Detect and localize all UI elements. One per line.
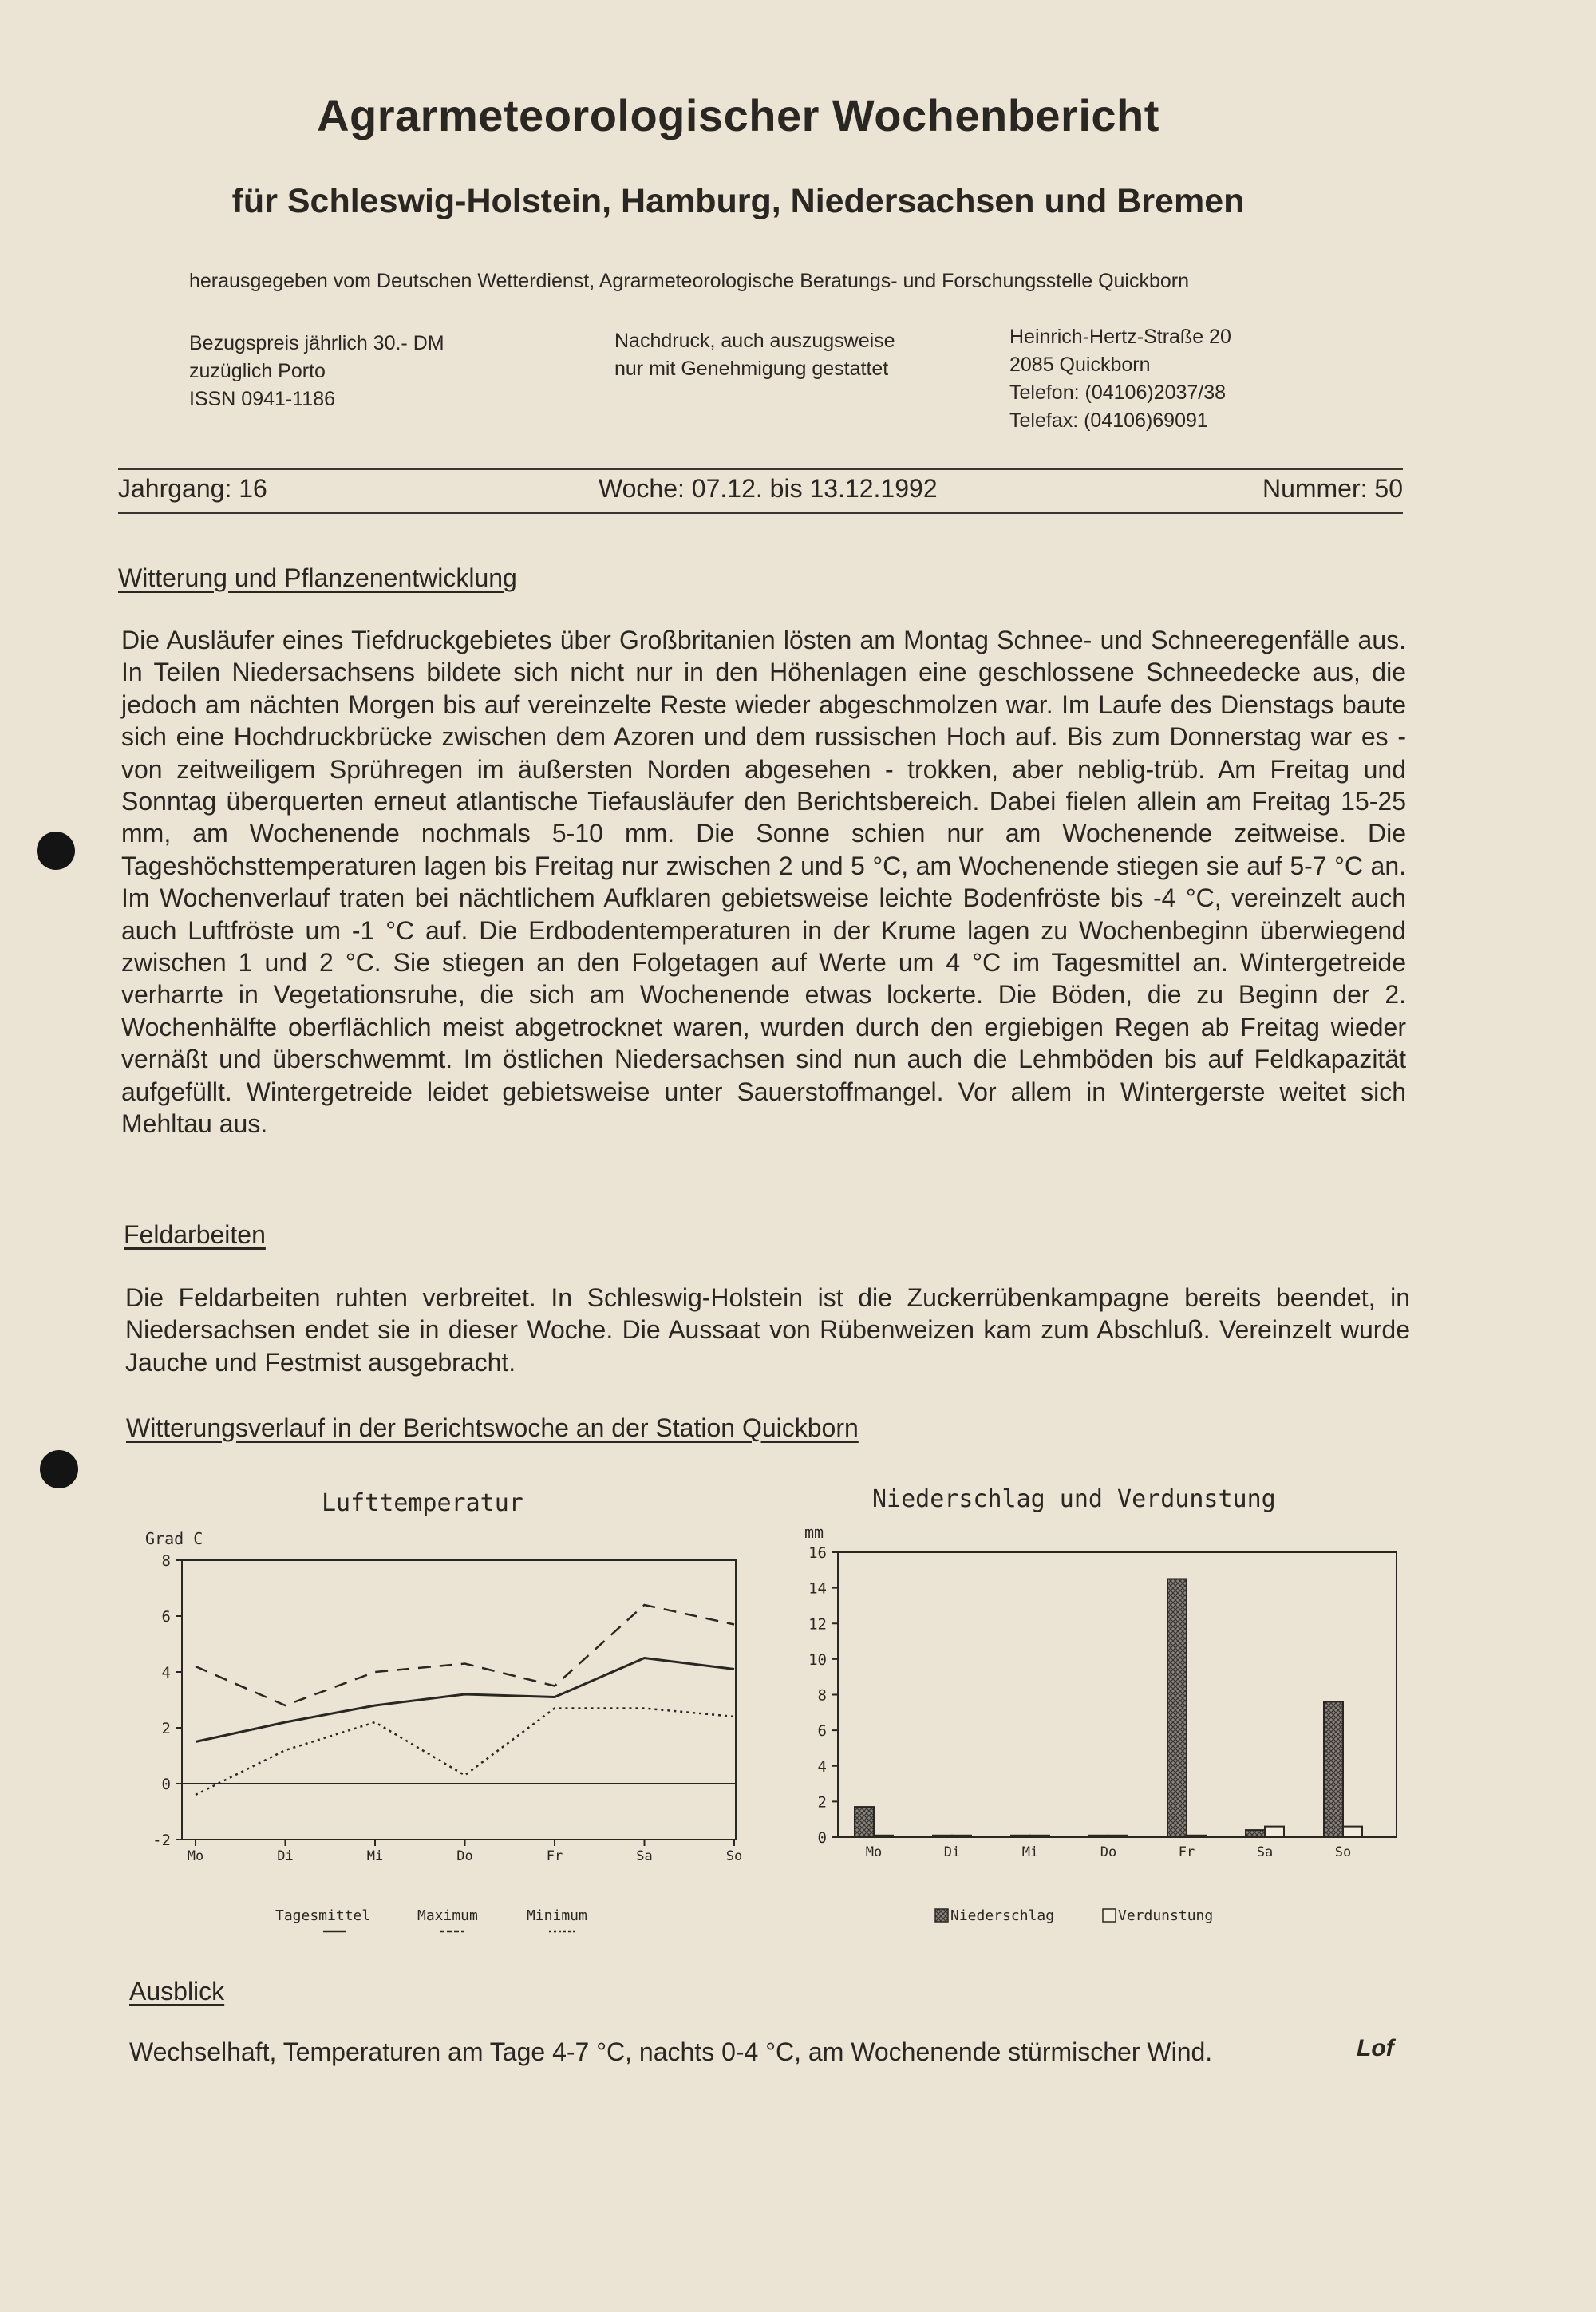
x-tick-label: Do bbox=[1100, 1844, 1117, 1860]
publisher-line: herausgegeben vom Deutschen Wetterdienst, Agrarmeteorologische Beratungs- und Forschungsstelle Quickborn bbox=[189, 270, 1190, 292]
y-tick-label: 6 bbox=[817, 1722, 827, 1741]
y-tick-label: 2 bbox=[161, 1720, 171, 1737]
address-block bbox=[1009, 323, 1231, 435]
temperature-ylabel: Grad C bbox=[145, 1529, 203, 1548]
y-tick-label: 4 bbox=[817, 1757, 827, 1776]
section-heading-feldarbeiten: Feldarbeiten bbox=[124, 1220, 266, 1249]
y-tick-label: 8 bbox=[161, 1552, 171, 1570]
bar-niederschlag bbox=[1246, 1830, 1265, 1837]
address-street: Heinrich-Hertz-Straße 20 bbox=[1009, 326, 1231, 348]
y-tick-label: 12 bbox=[808, 1615, 827, 1634]
y-tick-label: 4 bbox=[161, 1664, 171, 1682]
bar-verdunstung bbox=[1108, 1836, 1128, 1837]
legend-label: Maximum bbox=[417, 1907, 478, 1924]
punch-hole-top bbox=[37, 832, 75, 870]
temperature-chart bbox=[128, 1516, 766, 1939]
x-tick-label: So bbox=[1334, 1844, 1352, 1860]
y-tick-label: 8 bbox=[817, 1686, 827, 1705]
ausblick-text: Wechselhaft, Temperaturen am Tage 4-7 °C, nachts 0-4 °C, am Wochenende stürmischer Wind. bbox=[129, 2037, 1213, 2066]
bar-niederschlag bbox=[1011, 1836, 1030, 1837]
bar-niederschlag bbox=[1089, 1836, 1108, 1837]
issn-line: ISSN 0941-1186 bbox=[189, 388, 335, 410]
jahrgang: Jahrgang: 16 bbox=[118, 474, 267, 503]
witterung-text: Die Ausläufer eines Tiefdruckgebietes über Großbritanien lösten am Montag Schnee- und Schneeregenfälle aus. In Teilen Niedersachsens bildete sich nicht nur in den Höhenlagen eine geschlossene Schneedecke aus, die jedoch am nächten Morgen bis auf vereinzelte Reste wieder abgeschmolzen war. Im Laufe des Dienstags baute sich eine Hochdruckbrücke zwischen dem Azoren und dem russischen Hoch auf. Bis zum Donnerstag war es - von zeitweiligem Sprühregen im äußersten Norden abgesehen - trokken, aber neblig-trüb. Am Freitag und Sonntag überquerten erneut atlantische Tiefausläufer den Berichtsbereich. Dabei fielen allein am Freitag 15-25 mm, am Wochenende nochmals 5-10 mm. Die Sonne schien nur am Wochenende zeitweise. Die Tageshöchsttemperaturen lagen bis Freitag nur zwischen 2 und 5 °C, am Wochenende stiegen sie auf 5-7 °C an. Im Wochenverlauf traten bei nächtlichem Aufklaren gebietsweise leichte Bodenfröste bis -4 °C, vereinzelt auch auch Luftfröste um -1 °C auf. Die Erdbodentemperaturen in der Krume lagen zu Wochenbeginn überwiegend zwischen 1 und 2 °C. Sie stiegen an den Folgetagen auf Werte um 4 °C im Tagesmittel an. Wintergetreide verharrte in Vegetationsruhe, die sich am Wochenende etwas lockerte. Die Böden, die zu Beginn der 2. Wochenhälfte oberflächlich meist abgetrocknet waren, wurden durch den ergiebigen Regen ab Freitag wieder vernäßt und überschwemmt. Im östlichen Niedersachsen sind nun auch die Lehmböden bis auf Feldkapazität aufgefüllt. Wintergetreide leidet gebietsweise unter Sauerstoffmangel. Vor allem in Wintergerste weitet sich Mehltau aus. bbox=[121, 626, 1406, 1139]
reprint-line: nur mit Genehmigung gestattet bbox=[614, 358, 889, 380]
temperature-chart-title: Lufttemperatur bbox=[322, 1489, 523, 1517]
bar-niederschlag bbox=[1167, 1579, 1187, 1837]
x-tick-label: Mo bbox=[187, 1848, 204, 1864]
report-subtitle: für Schleswig-Holstein, Hamburg, Niedersachsen und Bremen bbox=[231, 182, 1245, 220]
x-tick-label: Di bbox=[943, 1844, 961, 1860]
bar-verdunstung bbox=[1265, 1827, 1284, 1837]
precipitation-plot-frame bbox=[838, 1552, 1396, 1837]
x-tick-label: Di bbox=[277, 1848, 294, 1864]
precipitation-chart bbox=[790, 1516, 1420, 1939]
feldarbeiten-text: Die Feldarbeiten ruhten verbreitet. In Schleswig-Holstein ist die Zuckerrübenkampagne bereits beendet, in Niedersachsen endet sie in dieser Woche. Die Aussaat von Rübenweizen kam zum Abschluß. Vereinzelt wurde Jauche und Festmist ausgebracht. bbox=[125, 1283, 1410, 1377]
series-line-tagesmittel bbox=[196, 1658, 734, 1742]
section-heading-ausblick: Ausblick bbox=[129, 1977, 225, 2006]
series-line-maximum bbox=[196, 1605, 734, 1705]
y-tick-label: -2 bbox=[152, 1832, 171, 1849]
header-rule-top bbox=[118, 468, 1403, 470]
pricing-line: zuzüglich Porto bbox=[189, 360, 326, 382]
precipitation-chart-title: Niederschlag und Verdunstung bbox=[872, 1485, 1276, 1513]
y-tick-label: 14 bbox=[808, 1579, 827, 1598]
y-tick-label: 10 bbox=[808, 1650, 827, 1669]
bar-verdunstung bbox=[1343, 1827, 1362, 1837]
pricing-block bbox=[189, 330, 444, 413]
temperature-plot-frame bbox=[182, 1560, 736, 1840]
precipitation-ylabel: mm bbox=[804, 1523, 824, 1542]
header-rule-bottom bbox=[118, 512, 1403, 514]
bar-verdunstung bbox=[1030, 1836, 1049, 1837]
bar-verdunstung bbox=[874, 1836, 893, 1837]
y-tick-label: 0 bbox=[161, 1776, 171, 1793]
bar-verdunstung bbox=[952, 1836, 971, 1837]
y-tick-label: 16 bbox=[808, 1544, 827, 1562]
pricing-line: Bezugspreis jährlich 30.- DM bbox=[189, 332, 444, 354]
x-tick-label: So bbox=[725, 1848, 743, 1864]
series-line-minimum bbox=[196, 1709, 734, 1796]
reprint-line: Nachdruck, auch auszugsweise bbox=[614, 330, 895, 352]
x-tick-label: Mo bbox=[865, 1844, 883, 1860]
legend-label: Tagesmittel bbox=[275, 1907, 371, 1924]
x-tick-label: Fr bbox=[1178, 1844, 1195, 1860]
y-tick-label: 0 bbox=[817, 1829, 827, 1847]
reprint-block bbox=[614, 327, 895, 383]
woche: Woche: 07.12. bis 13.12.1992 bbox=[598, 474, 938, 503]
punch-hole-bottom bbox=[40, 1450, 78, 1488]
legend-label: Niederschlag bbox=[950, 1907, 1055, 1924]
legend-swatch-verdunstung bbox=[1103, 1909, 1116, 1922]
address-phone: Telefon: (04106)2037/38 bbox=[1009, 381, 1227, 404]
bar-niederschlag bbox=[855, 1807, 874, 1837]
bar-niederschlag bbox=[1324, 1701, 1343, 1837]
nummer: Nummer: 50 bbox=[1262, 474, 1403, 503]
x-tick-label: Mi bbox=[1021, 1844, 1039, 1860]
x-tick-label: Sa bbox=[636, 1848, 653, 1864]
bar-niederschlag bbox=[933, 1836, 952, 1837]
x-tick-label: Sa bbox=[1256, 1844, 1274, 1860]
x-tick-label: Do bbox=[456, 1848, 473, 1864]
x-tick-label: Mi bbox=[366, 1848, 384, 1864]
section-heading-verlauf: Witterungsverlauf in der Berichtswoche an der Station Quickborn bbox=[126, 1413, 859, 1442]
y-tick-label: 6 bbox=[161, 1608, 171, 1626]
x-tick-label: Fr bbox=[546, 1848, 563, 1864]
address-city: 2085 Quickborn bbox=[1009, 354, 1151, 376]
legend-swatch-niederschlag bbox=[935, 1909, 948, 1922]
legend-label: Verdunstung bbox=[1118, 1907, 1214, 1924]
address-fax: Telefax: (04106)69091 bbox=[1009, 409, 1208, 432]
legend-label: Minimum bbox=[527, 1907, 587, 1924]
author-signature: Lof bbox=[1357, 2035, 1394, 2061]
bar-verdunstung bbox=[1187, 1836, 1206, 1837]
report-title: Agrarmeteorologischer Wochenbericht bbox=[317, 90, 1159, 140]
section-heading-witterung: Witterung und Pflanzenentwicklung bbox=[118, 563, 517, 592]
y-tick-label: 2 bbox=[817, 1793, 827, 1812]
